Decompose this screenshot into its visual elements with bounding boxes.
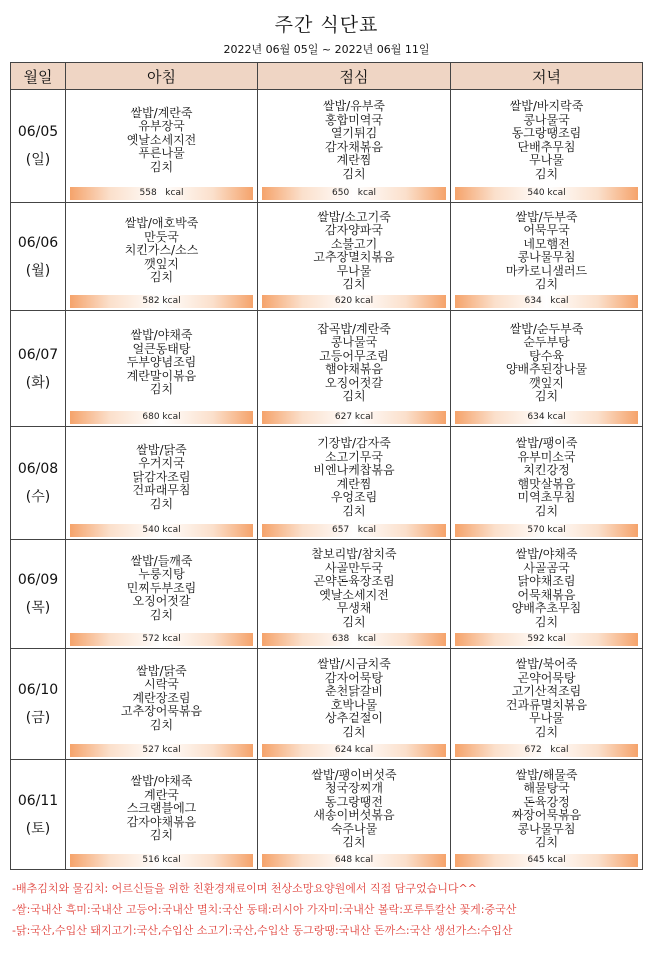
menu-item: 어묵무국 <box>523 223 570 237</box>
menu-item: 햄야채볶음 <box>325 362 383 376</box>
menu-item: 비엔나케찹볶음 <box>313 463 395 477</box>
calorie-bar: 650 kcal <box>262 187 446 200</box>
calorie-bar: 620 kcal <box>262 295 446 308</box>
menu-item: 곤약어묵탕 <box>517 670 576 685</box>
menu-item: 춘천닭갈비 <box>325 684 383 698</box>
menu-item: 깻잎지 <box>144 256 179 271</box>
calorie-bar: 516 kcal <box>70 854 253 867</box>
weekday-label: (일) <box>25 152 51 168</box>
menu-item: 계란말이볶음 <box>126 368 197 383</box>
page-title: 주간 식단표 <box>274 14 379 36</box>
menu-item: 우거지국 <box>138 456 185 471</box>
menu-item: 유부장국 <box>138 119 185 134</box>
menu-item: 닭감자조림 <box>132 469 191 484</box>
menu-item: 순두부탕 <box>523 335 570 349</box>
menu-item: 호박나물 <box>330 697 378 712</box>
calorie-bar: 645 kcal <box>455 854 638 867</box>
menu-item: 김치 <box>534 835 559 849</box>
menu-item: 쌀밥/해물죽 <box>515 767 578 782</box>
dinner-cell <box>451 540 643 649</box>
menu-item: 김치 <box>342 503 366 518</box>
menu-item: 소고기무국 <box>325 449 383 464</box>
menu-item: 쌀밥/팽이버섯죽 <box>311 767 397 782</box>
menu-items <box>451 427 642 524</box>
menu-item: 소불고기 <box>330 236 378 251</box>
menu-items <box>451 90 642 187</box>
day-row <box>11 203 643 311</box>
menu-item: 쌀밥/닭죽 <box>136 442 187 457</box>
breakfast-cell <box>66 427 258 540</box>
menu-item: 감자양파국 <box>325 223 383 237</box>
menu-items <box>66 311 257 411</box>
menu-item: 홍합미역국 <box>325 112 383 127</box>
day-cell <box>11 311 66 427</box>
menu-item: 감자야채볶음 <box>126 814 197 829</box>
menu-item: 쌀밥/팽이죽 <box>515 436 578 450</box>
menu-item: 숙주나물 <box>330 821 378 836</box>
menu-item: 열기튀김 <box>330 126 378 140</box>
menu-items <box>258 760 450 854</box>
menu-item: 김치 <box>342 389 366 403</box>
menu-items <box>451 760 642 854</box>
day-cell <box>11 540 66 649</box>
calorie-bar: 592 kcal <box>455 633 638 646</box>
menu-item: 옛날소세지전 <box>319 587 389 602</box>
menu-item: 김치 <box>342 724 366 739</box>
menu-item: 만둣국 <box>144 229 179 244</box>
menu-item: 단배추무침 <box>517 139 576 154</box>
menu-item: 어묵채볶음 <box>517 587 576 602</box>
lunch-cell <box>258 540 451 649</box>
menu-item: 김치 <box>149 496 174 511</box>
day-row <box>11 649 643 760</box>
menu-item: 옛날소세지전 <box>126 132 197 147</box>
menu-item: 쌀밥/순두부죽 <box>509 321 584 336</box>
lunch-cell <box>258 203 451 311</box>
note-line: -배추김치와 물김치: 어르신들을 위한 친환경재료이며 천상소망요양원에서 직접 담구었습니다^^ <box>12 882 477 895</box>
day-cell <box>11 90 66 203</box>
menu-item: 기장밥/감자죽 <box>317 436 391 450</box>
day-row <box>11 90 643 203</box>
menu-item: 사골곰국 <box>523 560 570 575</box>
menu-items <box>258 540 450 633</box>
lunch-cell <box>258 649 451 760</box>
menu-item: 네모햄전 <box>523 236 570 251</box>
dinner-cell <box>451 203 643 311</box>
menu-item: 쌀밥/시금치죽 <box>317 657 391 671</box>
day-cell <box>11 760 66 870</box>
menu-item: 쌀밥/야채죽 <box>515 547 578 561</box>
menu-item: 누룽지탕 <box>138 567 185 582</box>
menu-item: 동그랑땡조림 <box>511 126 582 140</box>
header-dinner: 저녁 <box>451 63 643 90</box>
menu-item: 무나물 <box>529 711 564 725</box>
menu-item: 깻잎지 <box>529 375 564 390</box>
menu-items <box>451 649 642 744</box>
calorie-bar: 634 kcal <box>455 295 638 308</box>
menu-item: 계란장조림 <box>132 690 191 705</box>
menu-item: 유부미소국 <box>517 449 576 464</box>
menu-body <box>11 90 643 870</box>
menu-item: 스크램블에그 <box>126 801 197 816</box>
menu-item: 두부양념조림 <box>126 355 197 370</box>
menu-item: 김치 <box>342 614 366 629</box>
day-row <box>11 540 643 649</box>
day-row <box>11 311 643 427</box>
menu-item: 무나물 <box>336 263 372 278</box>
menu-item: 김치 <box>534 277 559 291</box>
menu-item: 감자어묵탕 <box>325 670 383 685</box>
date-label: 06/10 <box>17 682 59 698</box>
menu-items <box>258 90 450 187</box>
menu-item: 김치 <box>342 277 366 291</box>
menu-item: 시락국 <box>144 677 179 692</box>
breakfast-cell <box>66 760 258 870</box>
day-cell <box>11 649 66 760</box>
menu-items <box>258 311 450 411</box>
menu-item: 김치 <box>149 159 174 174</box>
menu-item: 치킨강정 <box>523 463 570 477</box>
calorie-bar: 672 kcal <box>455 744 638 757</box>
date-label: 06/05 <box>17 124 59 140</box>
calorie-bar: 570 kcal <box>455 524 638 537</box>
menu-item: 쌀밥/야채죽 <box>130 328 193 343</box>
menu-item: 무생채 <box>336 601 372 615</box>
menu-item: 돈육강정 <box>523 794 570 809</box>
breakfast-cell <box>66 90 258 203</box>
menu-item: 고추장어묵볶음 <box>120 704 203 719</box>
menu-item: 미역초무침 <box>517 490 576 504</box>
menu-item: 계란국 <box>144 787 179 802</box>
menu-items <box>66 427 257 524</box>
menu-item: 치킨가스/소스 <box>124 243 199 258</box>
menu-item: 푸른나물 <box>138 146 185 161</box>
menu-item: 무나물 <box>529 153 564 167</box>
dinner-cell <box>451 649 643 760</box>
menu-item: 김치 <box>149 607 174 622</box>
menu-item: 고등어무조림 <box>319 348 389 363</box>
menu-item: 콩나물무침 <box>517 821 576 836</box>
menu-item: 김치 <box>149 382 174 397</box>
menu-item: 콩나물국 <box>523 112 570 127</box>
menu-item: 김치 <box>149 270 174 285</box>
day-row <box>11 427 643 540</box>
calorie-bar: 680 kcal <box>70 411 253 424</box>
menu-item: 오징어젓갈 <box>132 594 191 609</box>
menu-item: 쌀밥/야채죽 <box>130 774 193 789</box>
date-label: 06/11 <box>17 792 59 809</box>
menu-items <box>66 90 257 187</box>
menu-item: 계란찜 <box>336 153 372 167</box>
weekday-label: (화) <box>25 374 51 391</box>
lunch-cell <box>258 427 451 540</box>
menu-item: 건파래무침 <box>132 483 191 498</box>
menu-items <box>66 649 257 744</box>
menu-item: 쌀밥/계란죽 <box>130 105 193 120</box>
menu-item: 감자채볶음 <box>325 139 383 154</box>
menu-item: 콩나물국 <box>330 335 378 349</box>
breakfast-cell <box>66 649 258 760</box>
menu-items <box>451 311 642 411</box>
menu-items <box>451 203 642 295</box>
header-row <box>11 63 643 90</box>
date-label: 06/09 <box>17 572 59 588</box>
calorie-bar: 527 kcal <box>70 744 253 757</box>
weekday-label: (목) <box>25 600 51 616</box>
menu-item: 김치 <box>534 389 559 403</box>
breakfast-cell <box>66 311 258 427</box>
menu-item: 햄맛살볶음 <box>517 476 576 491</box>
menu-item: 얼큰동태탕 <box>132 341 191 356</box>
day-cell <box>11 427 66 540</box>
menu-item: 김치 <box>342 835 366 849</box>
menu-item: 닭야채조림 <box>517 574 576 588</box>
menu-item: 잡곡밥/계란죽 <box>317 321 391 336</box>
menu-item: 찰보리밥/참치죽 <box>311 547 397 561</box>
note-line: -닭:국산,수입산 돼지고기:국산,수입산 소고기:국산,수입산 동그랑땡:국내산 돈까스:국산 생선가스:수입산 <box>12 924 513 937</box>
menu-items <box>66 540 257 633</box>
calorie-bar: 582 kcal <box>70 295 253 308</box>
menu-item: 쌀밥/애호박죽 <box>124 216 199 231</box>
header-day: 월일 <box>11 63 66 90</box>
lunch-cell <box>258 760 451 870</box>
menu-item: 쌀밥/유부죽 <box>322 99 385 113</box>
menu-item: 쌀밥/소고기죽 <box>317 209 391 224</box>
weekly-menu-table <box>10 62 643 870</box>
calorie-bar: 558 kcal <box>70 187 253 200</box>
lunch-cell <box>258 90 451 203</box>
menu-item: 청국장찌개 <box>325 781 383 795</box>
menu-item: 민찌두부조림 <box>126 580 197 595</box>
menu-items <box>258 649 450 744</box>
date-range: 2022년 06월 05일 ~ 2022년 06월 11일 <box>223 43 430 56</box>
date-label: 06/06 <box>17 234 59 251</box>
menu-item: 쌀밥/들깨죽 <box>130 553 193 568</box>
menu-item: 탕수육 <box>529 348 564 363</box>
date-label: 06/08 <box>17 461 59 477</box>
menu-item: 상추겉절이 <box>325 711 383 725</box>
menu-item: 사골만두국 <box>325 560 383 575</box>
menu-item: 새송이버섯볶음 <box>313 808 395 822</box>
menu-item: 김치 <box>149 717 174 732</box>
weekday-label: (토) <box>25 820 51 837</box>
breakfast-cell <box>66 203 258 311</box>
menu-item: 쌀밥/닭죽 <box>136 663 187 678</box>
day-cell <box>11 203 66 311</box>
calorie-bar: 624 kcal <box>262 744 446 757</box>
menu-item: 김치 <box>534 724 559 739</box>
notes <box>12 878 642 941</box>
menu-items <box>451 540 642 633</box>
dinner-cell <box>451 90 643 203</box>
day-row <box>11 760 643 870</box>
dinner-cell <box>451 427 643 540</box>
menu-item: 김치 <box>534 166 559 181</box>
calorie-bar: 540 kcal <box>70 524 253 537</box>
menu-items <box>258 427 450 524</box>
date-label: 06/07 <box>17 346 59 363</box>
calorie-bar: 540 kcal <box>455 187 638 200</box>
menu-item: 고추장멸치볶음 <box>313 250 395 264</box>
menu-item: 동그랑땡전 <box>325 794 383 809</box>
menu-item: 양배추초무침 <box>511 601 582 615</box>
calorie-bar: 638 kcal <box>262 633 446 646</box>
menu-item: 고기산적조림 <box>511 684 582 698</box>
calorie-bar: 634 kcal <box>455 411 638 424</box>
lunch-cell <box>258 311 451 427</box>
note-line: -쌀:국내산 흑미:국내산 고등어:국내산 멸치:국산 동태:러시아 가자미:국내산 볼락:포루투칼산 꽃게:중국산 <box>12 903 517 916</box>
calorie-bar: 648 kcal <box>262 854 446 867</box>
menu-items <box>258 203 450 295</box>
calorie-bar: 657 kcal <box>262 524 446 537</box>
dinner-cell <box>451 311 643 427</box>
menu-item: 쌀밥/바지락죽 <box>509 99 584 113</box>
calorie-bar: 627 kcal <box>262 411 446 424</box>
menu-item: 김치 <box>534 614 559 629</box>
menu-item: 마카로니샐러드 <box>505 263 588 278</box>
menu-item: 양배추된장나물 <box>505 362 588 376</box>
menu-item: 해물탕국 <box>523 781 570 795</box>
menu-item: 우엉조림 <box>330 490 378 504</box>
menu-items <box>66 760 257 854</box>
menu-items <box>66 203 257 295</box>
menu-item: 쌀밥/북어죽 <box>515 657 578 671</box>
header-breakfast: 아침 <box>66 63 258 90</box>
menu-item: 김치 <box>342 166 366 181</box>
weekday-label: (월) <box>25 262 51 279</box>
weekday-label: (수) <box>25 489 51 505</box>
menu-item: 곤약돈육장조림 <box>313 574 395 588</box>
menu-item: 콩나물무침 <box>517 250 576 264</box>
menu-item: 쌀밥/두부죽 <box>515 209 578 224</box>
menu-item: 짜장어묵볶음 <box>511 808 582 822</box>
calorie-bar: 572 kcal <box>70 633 253 646</box>
header-lunch: 점심 <box>258 63 451 90</box>
menu-item: 건과류멸치볶음 <box>505 697 588 712</box>
breakfast-cell <box>66 540 258 649</box>
menu-item: 김치 <box>534 503 559 518</box>
menu-item: 오징어젓갈 <box>325 375 383 390</box>
dinner-cell <box>451 760 643 870</box>
menu-item: 계란찜 <box>336 476 372 491</box>
menu-item: 김치 <box>149 828 174 843</box>
weekday-label: (금) <box>25 710 51 726</box>
